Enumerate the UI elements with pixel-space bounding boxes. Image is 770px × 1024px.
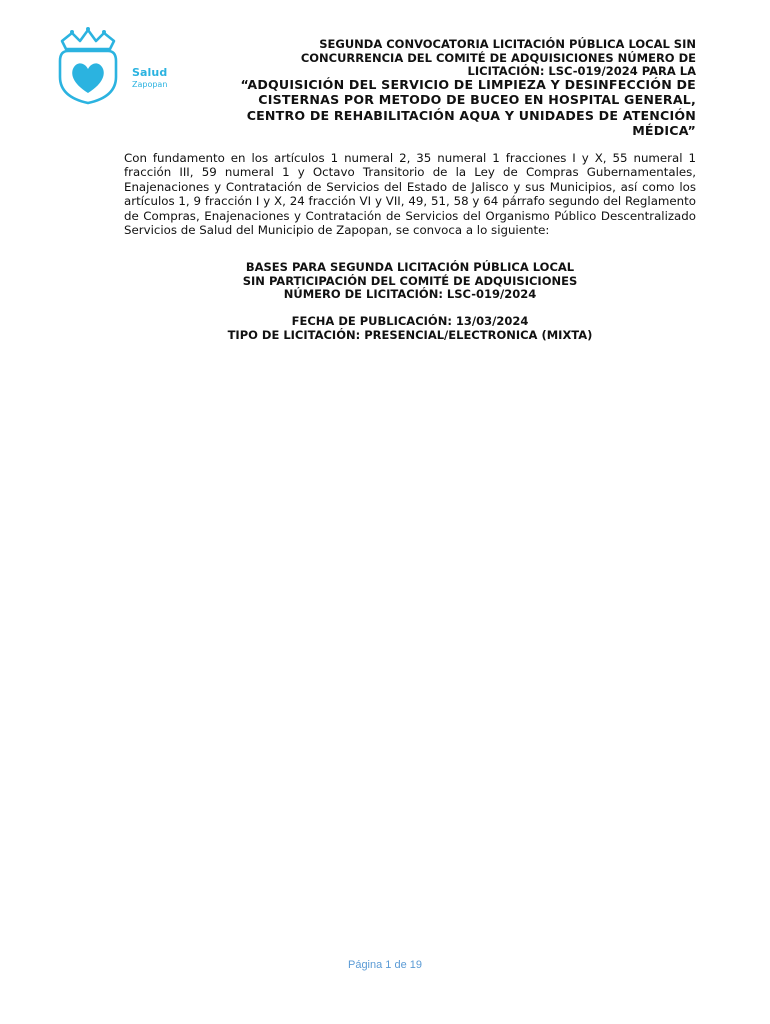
publication-date: FECHA DE PUBLICACIÓN: 13/03/2024 bbox=[291, 314, 529, 328]
logo-text: Salud bbox=[132, 66, 168, 79]
publication-info bbox=[124, 315, 696, 342]
title-line: CISTERNAS POR METODO DE BUCEO EN HOSPITAL GENERAL, bbox=[258, 92, 696, 108]
legal-basis-paragraph: Con fundamento en los artículos 1 numeral 2, 35 numeral 1 fracciones I y X, 55 numeral 1 fracción III, 59 numeral 1 y Octavo Transitorio de la Ley de Compras Gubernamentales, Enajenaciones y Contratación de Servicios del Estado de Jalisco y sus Municipios, así como los artículos 1, 9 fracción I y X, 24 fracción VI y VII, 49, 51, 58 y 64 párrafo segundo del Reglamento de Compras, Enajenaciones y Contratación de Servicios del Organismo Público Descentralizado Servicios de Salud del Municipio de Zapopan, se convoca a lo siguiente: bbox=[124, 151, 696, 238]
heading-line: SEGUNDA CONVOCATORIA LICITACIÓN PÚBLICA LOCAL SIN bbox=[319, 37, 696, 51]
heading-line: CONCURRENCIA DEL COMITÉ DE ADQUISICIONES NÚMERO DE bbox=[300, 50, 696, 65]
bases-line: SIN PARTICIPACIÓN DEL COMITÉ DE ADQUISICIONES bbox=[242, 273, 578, 288]
page-number: Página 1 de 19 bbox=[347, 959, 422, 971]
heading-line: LICITACIÓN: LSC-019/2024 PARA LA bbox=[467, 64, 696, 78]
convocatoria-heading bbox=[216, 38, 696, 79]
title-line: MÉDICA” bbox=[632, 122, 696, 138]
bases-heading bbox=[124, 261, 696, 302]
logo-subtext: Zapopan bbox=[132, 80, 168, 89]
title-line: CENTRO DE REHABILITACIÓN AQUA Y UNIDADES DE ATENCIÓN bbox=[246, 107, 696, 123]
bases-line: BASES PARA SEGUNDA LICITACIÓN PÚBLICA LOCAL bbox=[245, 260, 575, 274]
title-line: “ADQUISICIÓN DEL SERVICIO DE LIMPIEZA Y DESINFECCIÓN DE bbox=[240, 77, 696, 92]
bases-line: NÚMERO DE LICITACIÓN: LSC-019/2024 bbox=[283, 287, 537, 302]
tender-type: TIPO DE LICITACIÓN: PRESENCIAL/ELECTRONICA (MIXTA) bbox=[227, 327, 593, 342]
service-title bbox=[136, 77, 696, 138]
